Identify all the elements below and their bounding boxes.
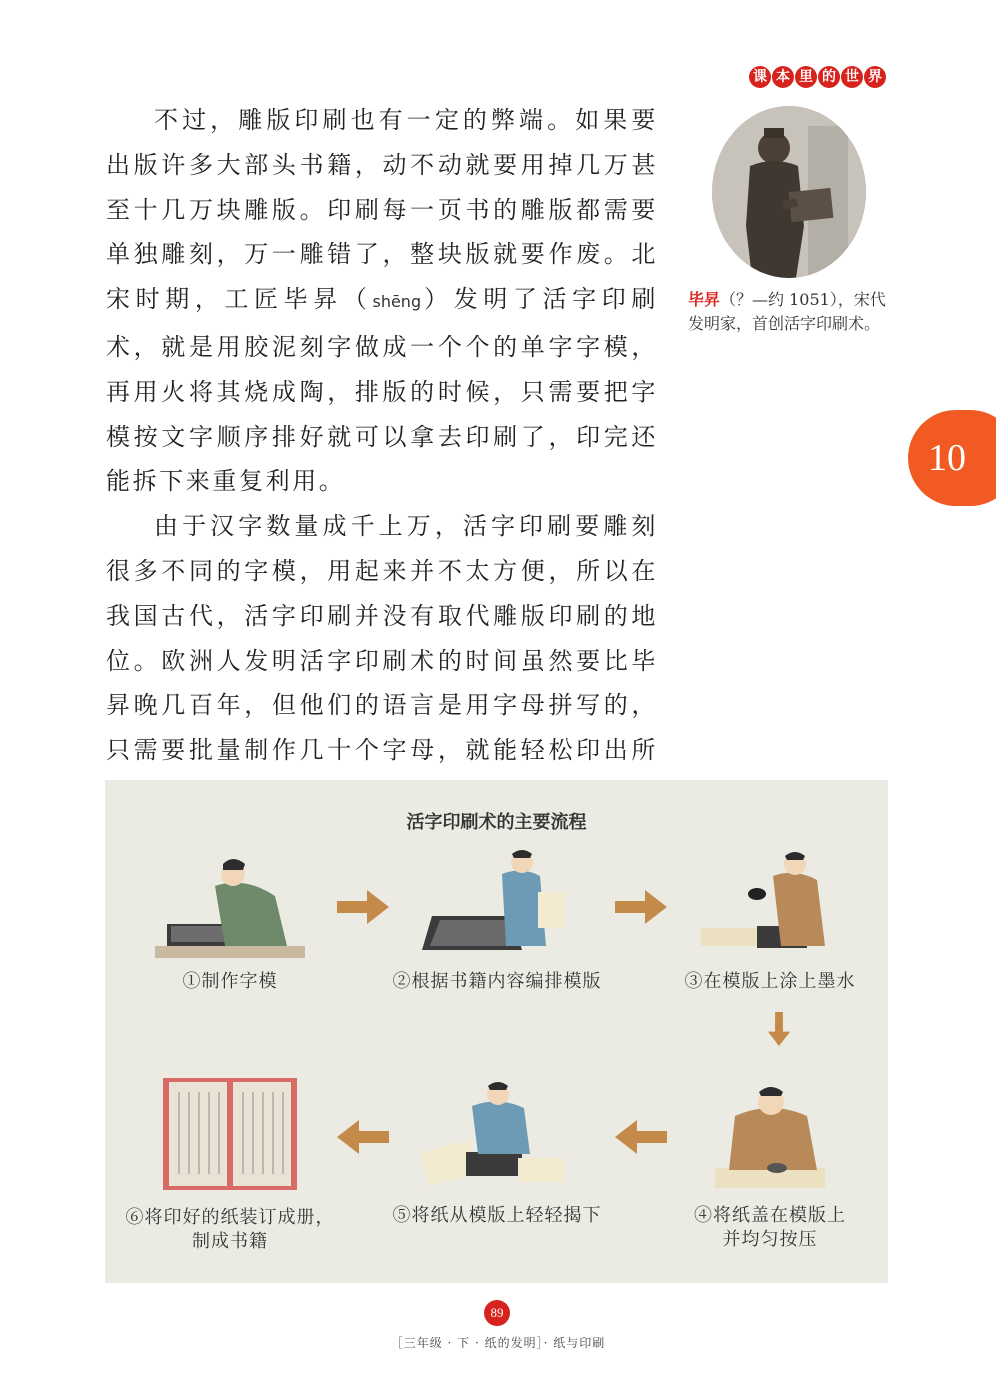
process-step-label: ③在模版上涂上墨水 [684, 971, 856, 992]
arrow-down-icon [753, 1012, 805, 1046]
body-text [106, 98, 658, 863]
paragraph-2: 由于汉字数量成千上万，活字印刷要雕刻很多不同的字模，用起来并不太方便，所以在我国古代，活字印刷并没有取代雕版印刷的地位。欧洲人发明活字印刷术的时间虽然要比毕昇晚几百年，但他们的语言是用字母拼写的，只需要批量制作几十个字母，就能轻松印出所 [106, 512, 658, 765]
series-badge-char: 本 [772, 66, 794, 88]
carving-type-illustration [155, 846, 305, 958]
arrow-left-icon [615, 1120, 667, 1154]
paragraph-1 [106, 98, 658, 504]
process-step-1 [105, 846, 355, 994]
series-badge [749, 66, 886, 88]
process-step-label: ⑤将纸从模版上轻轻揭下 [392, 1205, 602, 1226]
chapter-number: 10 [928, 437, 966, 479]
series-badge-char: 里 [795, 66, 817, 88]
series-badge-char: 的 [818, 66, 840, 88]
process-step-label-line2: 制成书籍 [192, 1231, 268, 1252]
process-step-5 [372, 1080, 622, 1228]
pinyin-annotation: shēng [372, 292, 422, 312]
process-step-label: ⑥将印好的纸装订成册， [125, 1207, 335, 1228]
bi-sheng-statue-portrait [712, 106, 866, 278]
process-step-label-line2: 并均匀按压 [722, 1229, 818, 1250]
paragraph-1-part-b: ）发明了活字印刷术，就是用胶泥刻字做成一个个的单字字模，再用火将其烧成陶，排版的时候，只需要把字模按文字顺序排好就可以拿去印刷了，印完还能拆下来重复利用。 [106, 285, 658, 496]
process-title: 活字印刷术的主要流程 [406, 812, 587, 833]
process-step-4 [645, 1080, 895, 1252]
caption-name: 毕昇 [688, 290, 721, 309]
process-step-3 [645, 846, 895, 994]
typesetting-illustration [422, 846, 572, 958]
portrait-caption [688, 288, 894, 336]
process-step-label: ④将纸盖在模版上 [694, 1205, 846, 1226]
series-badge-char: 课 [749, 66, 771, 88]
peeling-paper-illustration [422, 1080, 572, 1192]
pressing-paper-illustration [695, 1080, 845, 1192]
series-badge-char: 世 [841, 66, 863, 88]
paragraph-1-part-a: 不过，雕版印刷也有一定的弊端。如果要出版许多大部头书籍，动不动就要用掉几万甚至十几万块雕版。印刷每一页书的雕版都需要单独雕刻，万一雕错了，整块版就要作废。北宋时期，工匠毕昇（ [106, 106, 658, 314]
series-badge-char: 界 [864, 66, 886, 88]
process-panel [105, 780, 888, 1283]
process-step-6 [105, 1074, 355, 1254]
page-footer: ［三年级 · 下 · 纸的发明］· 纸与印刷 [390, 1336, 606, 1350]
page-number-badge [484, 1300, 510, 1326]
inking-illustration [695, 846, 845, 958]
page-number: 89 [490, 1305, 504, 1320]
process-step-label: ②根据书籍内容编排模版 [392, 971, 602, 992]
bound-book-illustration [155, 1074, 305, 1194]
caption-text: （？—约 1051），宋代发明家，首创活字印刷术。 [688, 290, 886, 333]
chapter-number-tab [908, 410, 996, 506]
process-step-2 [372, 846, 622, 994]
process-step-label: ①制作字模 [182, 971, 278, 992]
